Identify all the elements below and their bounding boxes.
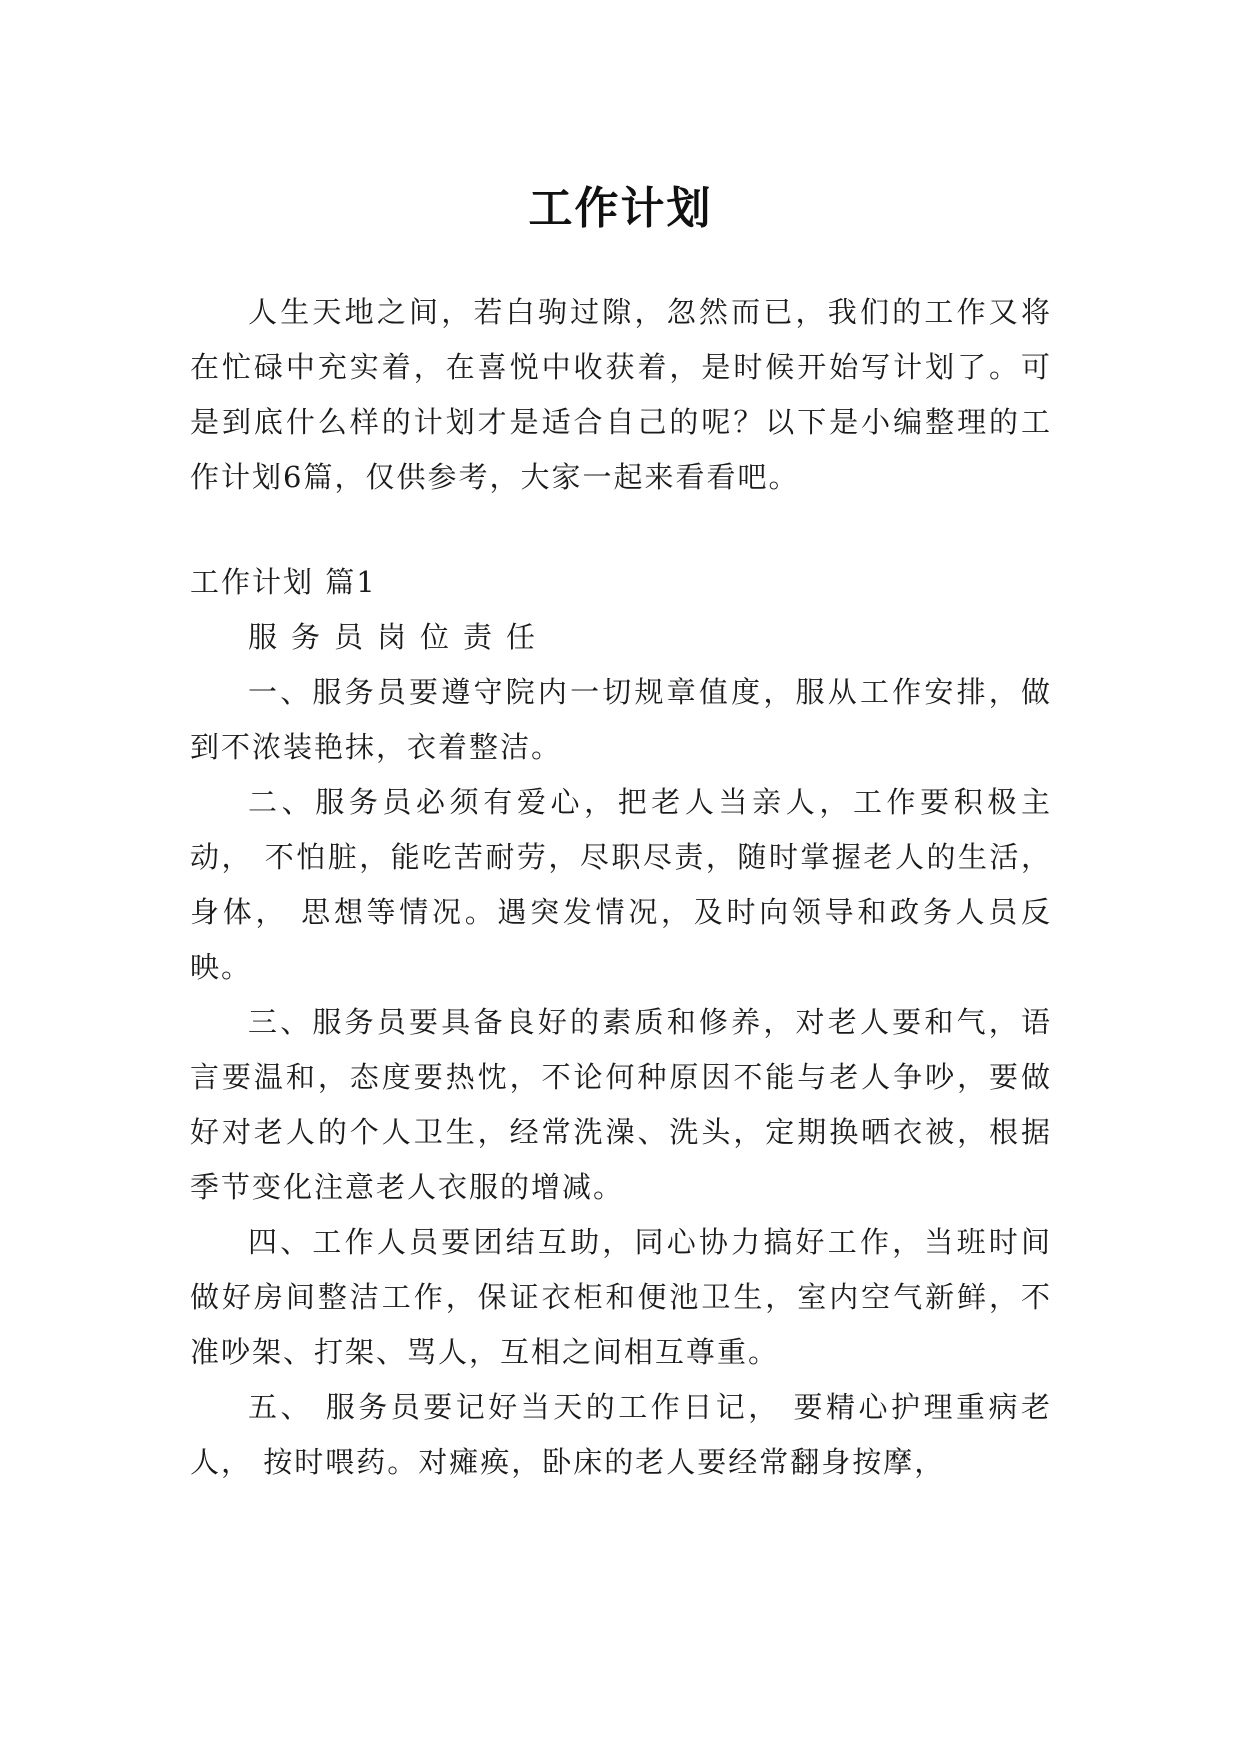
section-heading: 工作计划 篇1 <box>190 565 377 599</box>
subheading: 服务员岗位责任 <box>248 620 550 654</box>
paragraph-3: 三、服务员要具备良好的素质和修养，对老人要和气，语 言要温和，态度要热忱，不论何种原因不能与老人争吵，要做 好对老人的个人卫生，经常洗澡、洗头，定期换晒衣被，根据 季节变化注意老人衣服的增减。 <box>190 1005 1052 1204</box>
document-body <box>190 285 1052 1490</box>
paragraph-2: 二、服务员必须有爱心，把老人当亲人，工作要积极主动， 不怕脏，能吃苦耐劳，尽职尽责，随时掌握老人的生活，身体， 思想等情况。遇突发情况，及时向领导和政务人员反映。 <box>190 785 1052 984</box>
paragraph-1: 一、服务员要遵守院内一切规章值度，服从工作安排，做 到不浓装艳抹，衣着整洁。 <box>190 675 1052 764</box>
intro-paragraph: 人生天地之间，若白驹过隙，忽然而已，我们的工作又将在忙碌中充实着，在喜悦中收获着，是时候开始写计划了。可是到底什么样的计划才是适合自己的呢？以下是小编整理的工作计划6篇，仅供参考，大家一起来看看吧。 <box>190 295 1052 494</box>
paragraph-4: 四、工作人员要团结互助，同心协力搞好工作，当班时间 做好房间整洁工作，保证衣柜和便池卫生，室内空气新鲜，不 准吵架、打架、骂人，互相之间相互尊重。 <box>190 1225 1052 1369</box>
paragraph-5: 五、 服务员要记好当天的工作日记， 要精心护理重病老人， 按时喂药。对瘫痪，卧床的老人要经常翻身按摩， <box>190 1390 1052 1479</box>
document-title: 工作计划 <box>528 183 713 235</box>
